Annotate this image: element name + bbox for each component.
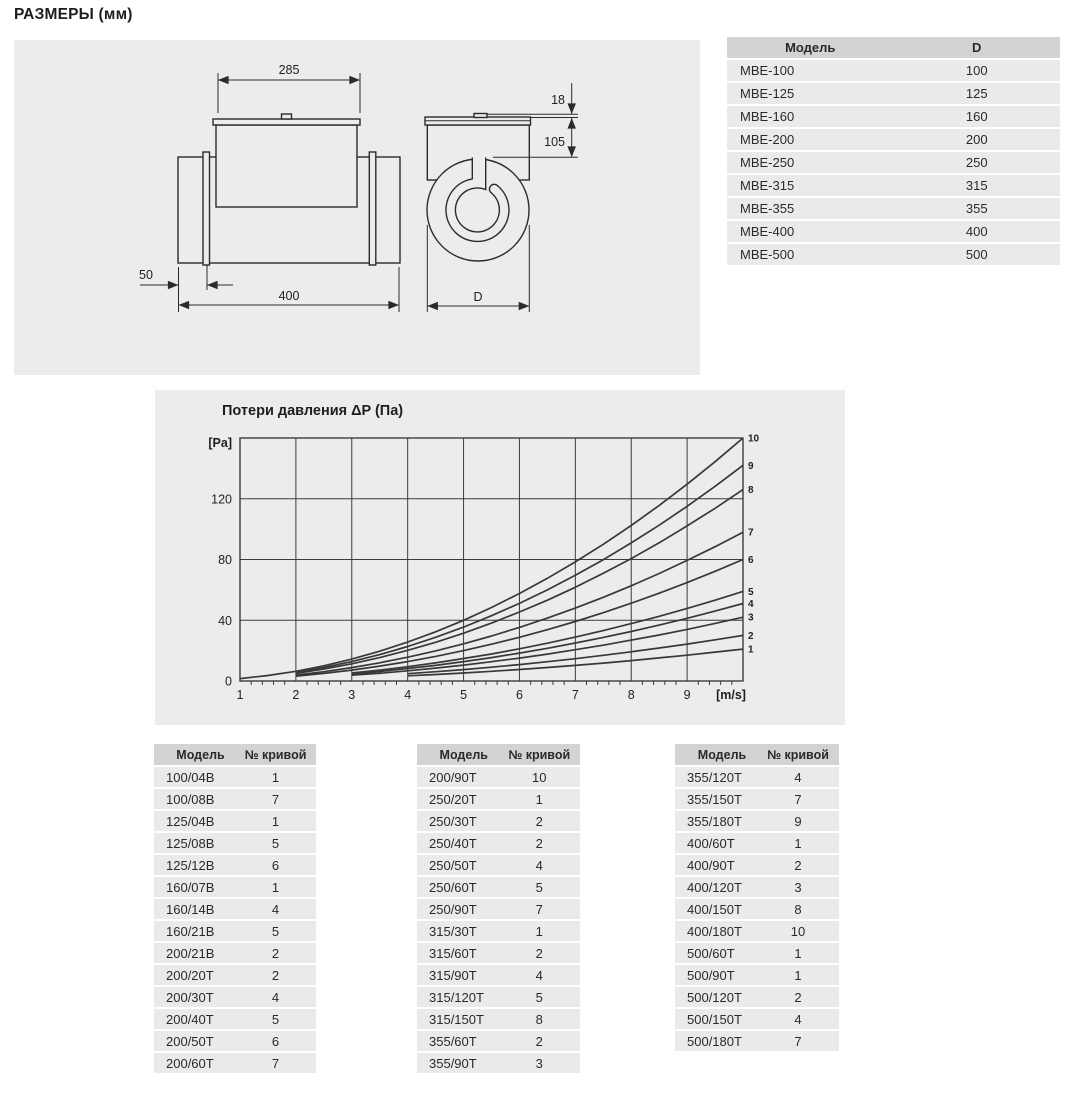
- cell: 1: [499, 921, 581, 941]
- cell: 500/180T: [675, 1031, 757, 1051]
- table-row: [675, 877, 839, 897]
- table-row: [675, 965, 839, 985]
- cell: 5: [499, 877, 581, 897]
- cell: 315/120T: [417, 987, 499, 1007]
- x-tick-label: 8: [627, 688, 635, 702]
- table-row: [154, 921, 316, 941]
- x-tick-label: 6: [515, 688, 523, 702]
- header-cell: № кривой: [757, 744, 839, 765]
- cell: 7: [757, 1031, 839, 1051]
- cell: 7: [235, 1053, 316, 1073]
- cell: 100/04B: [154, 767, 235, 787]
- table-row: [727, 221, 1060, 242]
- cell: 125/08B: [154, 833, 235, 853]
- table-row: [727, 244, 1060, 265]
- cell: 250: [894, 152, 1061, 173]
- table-row: [727, 129, 1060, 150]
- front-view: [178, 114, 400, 265]
- cell: 250/30T: [417, 811, 499, 831]
- cell: 400/120T: [675, 877, 757, 897]
- table-row: [417, 833, 580, 853]
- x-tick-label: 3: [348, 688, 356, 702]
- table-row: [727, 198, 1060, 219]
- cell: 500: [894, 244, 1061, 265]
- table-row: [154, 1009, 316, 1029]
- cell: 7: [757, 789, 839, 809]
- cell: 315/30T: [417, 921, 499, 941]
- curve-table-2: [417, 744, 580, 1075]
- cell: 250/60T: [417, 877, 499, 897]
- table-row: [675, 987, 839, 1007]
- x-axis-unit-label: [m/s]: [716, 688, 746, 702]
- curve-10: [240, 438, 743, 679]
- cell: 200/21B: [154, 943, 235, 963]
- curve-label-6: 6: [748, 555, 754, 566]
- x-tick-label: 7: [571, 688, 579, 702]
- page-title: РАЗМЕРЫ (мм): [14, 6, 133, 23]
- cell: 200/20T: [154, 965, 235, 985]
- table-row: [675, 767, 839, 787]
- table-row: [417, 767, 580, 787]
- cell: МВЕ-355: [727, 198, 894, 219]
- cell: 500/120T: [675, 987, 757, 1007]
- table-row: [417, 987, 580, 1007]
- cell: 4: [499, 855, 581, 875]
- pressure-loss-chart: [155, 390, 845, 725]
- cell: 200/90T: [417, 767, 499, 787]
- cell: 315/60T: [417, 943, 499, 963]
- cell: МВЕ-315: [727, 175, 894, 196]
- cell: 7: [499, 899, 581, 919]
- cell: 100: [894, 60, 1061, 81]
- table-row: [727, 152, 1060, 173]
- table-row: [675, 921, 839, 941]
- table-row: [675, 1009, 839, 1029]
- curve-label-3: 3: [748, 612, 754, 624]
- cell: 1: [235, 811, 316, 831]
- table-row: [154, 899, 316, 919]
- pressure-loss-chart-panel: [155, 390, 845, 725]
- table-row: [417, 943, 580, 963]
- table-row: [675, 1031, 839, 1051]
- cell: 4: [235, 987, 316, 1007]
- cell: МВЕ-400: [727, 221, 894, 242]
- curve-label-10: 10: [748, 433, 760, 445]
- cell: 2: [499, 833, 581, 853]
- cell: 1: [499, 789, 581, 809]
- table-row: [675, 899, 839, 919]
- header-cell: Модель: [417, 744, 499, 765]
- cell: 160/14B: [154, 899, 235, 919]
- cell: 1: [235, 767, 316, 787]
- cell: 2: [757, 987, 839, 1007]
- cell: 200/50T: [154, 1031, 235, 1051]
- cell: 315: [894, 175, 1061, 196]
- chart-title: Потери давления ΔP (Па): [222, 403, 404, 419]
- table-row: [727, 83, 1060, 104]
- cell: 100/08B: [154, 789, 235, 809]
- cell: 250/20T: [417, 789, 499, 809]
- cell: 355/120T: [675, 767, 757, 787]
- curve-label-1: 1: [748, 644, 754, 656]
- curve-label-7: 7: [748, 527, 754, 539]
- cell: 200/60T: [154, 1053, 235, 1073]
- cell: МВЕ-500: [727, 244, 894, 265]
- cell: 160: [894, 106, 1061, 127]
- cell: 125: [894, 83, 1061, 104]
- dimensions-table: [727, 37, 1060, 267]
- cell: 355/90T: [417, 1053, 499, 1073]
- cell: 5: [235, 921, 316, 941]
- curve-label-4: 4: [748, 599, 754, 611]
- table-row: [417, 1009, 580, 1029]
- table-row: [675, 811, 839, 831]
- cell: 500/90T: [675, 965, 757, 985]
- table-row: [154, 833, 316, 853]
- table-row: [154, 855, 316, 875]
- table-header-row: [154, 744, 316, 765]
- cell: 1: [235, 877, 316, 897]
- cell: 5: [235, 1009, 316, 1029]
- cell: 2: [499, 943, 581, 963]
- table-row: [417, 899, 580, 919]
- cell: МВЕ-160: [727, 106, 894, 127]
- curve-label-5: 5: [748, 586, 754, 598]
- cell: 7: [235, 789, 316, 809]
- table-header-row: [417, 744, 580, 765]
- cell: 160/07B: [154, 877, 235, 897]
- table-row: [154, 987, 316, 1007]
- cell: 8: [757, 899, 839, 919]
- cell: 1: [757, 943, 839, 963]
- x-tick-label: 4: [404, 688, 412, 702]
- header-cell: Модель: [727, 37, 894, 58]
- cell: МВЕ-250: [727, 152, 894, 173]
- table-row: [727, 60, 1060, 81]
- cell: 2: [499, 811, 581, 831]
- header-cell: D: [894, 37, 1061, 58]
- cell: 200/30T: [154, 987, 235, 1007]
- table-header-row: [675, 744, 839, 765]
- table-row: [727, 106, 1060, 127]
- table-row: [417, 921, 580, 941]
- dimensions-drawing-panel: [14, 40, 700, 375]
- cell: 355/180T: [675, 811, 757, 831]
- dim-top-width-label: 285: [278, 63, 300, 77]
- dim-box-depth-label: 105: [544, 135, 565, 149]
- table-row: [417, 811, 580, 831]
- table-header-row: [727, 37, 1060, 58]
- cell: 200/40T: [154, 1009, 235, 1029]
- side-view: [425, 114, 531, 262]
- cell: 3: [499, 1053, 581, 1073]
- curve-label-2: 2: [748, 630, 754, 642]
- cell: 355/60T: [417, 1031, 499, 1051]
- cell: 125/12B: [154, 855, 235, 875]
- cell: 1: [757, 833, 839, 853]
- table-row: [154, 1031, 316, 1051]
- cell: 355/150T: [675, 789, 757, 809]
- y-tick-label: 40: [218, 613, 232, 628]
- cell: 160/21B: [154, 921, 235, 941]
- dimension-drawing: [14, 40, 700, 375]
- table-row: [675, 943, 839, 963]
- x-tick-label: 1: [236, 688, 244, 702]
- cell: 4: [757, 767, 839, 787]
- cell: 315/150T: [417, 1009, 499, 1029]
- cell: 200: [894, 129, 1061, 150]
- cell: МВЕ-125: [727, 83, 894, 104]
- y-tick-label: 0: [225, 674, 232, 689]
- table-row: [417, 1053, 580, 1073]
- cell: 2: [499, 1031, 581, 1051]
- dim-lid-height-label: 18: [551, 93, 565, 107]
- cell: 10: [499, 767, 581, 787]
- cell: 2: [757, 855, 839, 875]
- cell: 500/60T: [675, 943, 757, 963]
- y-axis-unit-label: [Pa]: [208, 436, 232, 450]
- table-row: [154, 965, 316, 985]
- table-row: [154, 877, 316, 897]
- cell: 4: [757, 1009, 839, 1029]
- cell: 6: [235, 855, 316, 875]
- cell: 250/50T: [417, 855, 499, 875]
- header-cell: № кривой: [499, 744, 581, 765]
- table-row: [675, 855, 839, 875]
- header-cell: Модель: [675, 744, 757, 765]
- table-row: [417, 1031, 580, 1051]
- cell: МВЕ-100: [727, 60, 894, 81]
- cell: 6: [235, 1031, 316, 1051]
- table-row: [417, 965, 580, 985]
- cell: 3: [757, 877, 839, 897]
- cell: 2: [235, 965, 316, 985]
- table-row: [154, 789, 316, 809]
- header-cell: Модель: [154, 744, 235, 765]
- cell: 10: [757, 921, 839, 941]
- cell: 5: [499, 987, 581, 1007]
- curve-4: [352, 604, 743, 675]
- y-tick-label: 80: [218, 553, 232, 567]
- table-row: [154, 1053, 316, 1073]
- cell: 400/150T: [675, 899, 757, 919]
- cell: 400/60T: [675, 833, 757, 853]
- table-row: [727, 175, 1060, 196]
- table-row: [417, 789, 580, 809]
- cell: 250/40T: [417, 833, 499, 853]
- cell: 500/150T: [675, 1009, 757, 1029]
- table-row: [417, 855, 580, 875]
- x-tick-label: 9: [683, 688, 691, 702]
- table-row: [675, 833, 839, 853]
- cell: 5: [235, 833, 316, 853]
- cell: 400/90T: [675, 855, 757, 875]
- curve-table-3: [675, 744, 839, 1053]
- table-row: [154, 943, 316, 963]
- cell: 400: [894, 221, 1061, 242]
- table-row: [154, 811, 316, 831]
- x-tick-label: 5: [460, 688, 468, 702]
- cell: 355: [894, 198, 1061, 219]
- table-row: [675, 789, 839, 809]
- cell: 315/90T: [417, 965, 499, 985]
- curve-label-8: 8: [748, 485, 754, 497]
- cell: 8: [499, 1009, 581, 1029]
- cell: 9: [757, 811, 839, 831]
- cell: 2: [235, 943, 316, 963]
- y-tick-label: 120: [211, 492, 232, 507]
- x-tick-label: 2: [292, 688, 300, 702]
- dim-flange-offset-label: 50: [139, 268, 153, 282]
- cell: 1: [757, 965, 839, 985]
- cell: 250/90T: [417, 899, 499, 919]
- cell: МВЕ-200: [727, 129, 894, 150]
- dim-diameter-label: D: [473, 290, 483, 304]
- cell: 400/180T: [675, 921, 757, 941]
- cell: 125/04B: [154, 811, 235, 831]
- curve-label-9: 9: [748, 460, 754, 472]
- cell: 4: [499, 965, 581, 985]
- dim-length-label: 400: [278, 289, 300, 303]
- header-cell: № кривой: [235, 744, 316, 765]
- curve-table-1: [154, 744, 316, 1075]
- table-row: [417, 877, 580, 897]
- cell: 4: [235, 899, 316, 919]
- table-row: [154, 767, 316, 787]
